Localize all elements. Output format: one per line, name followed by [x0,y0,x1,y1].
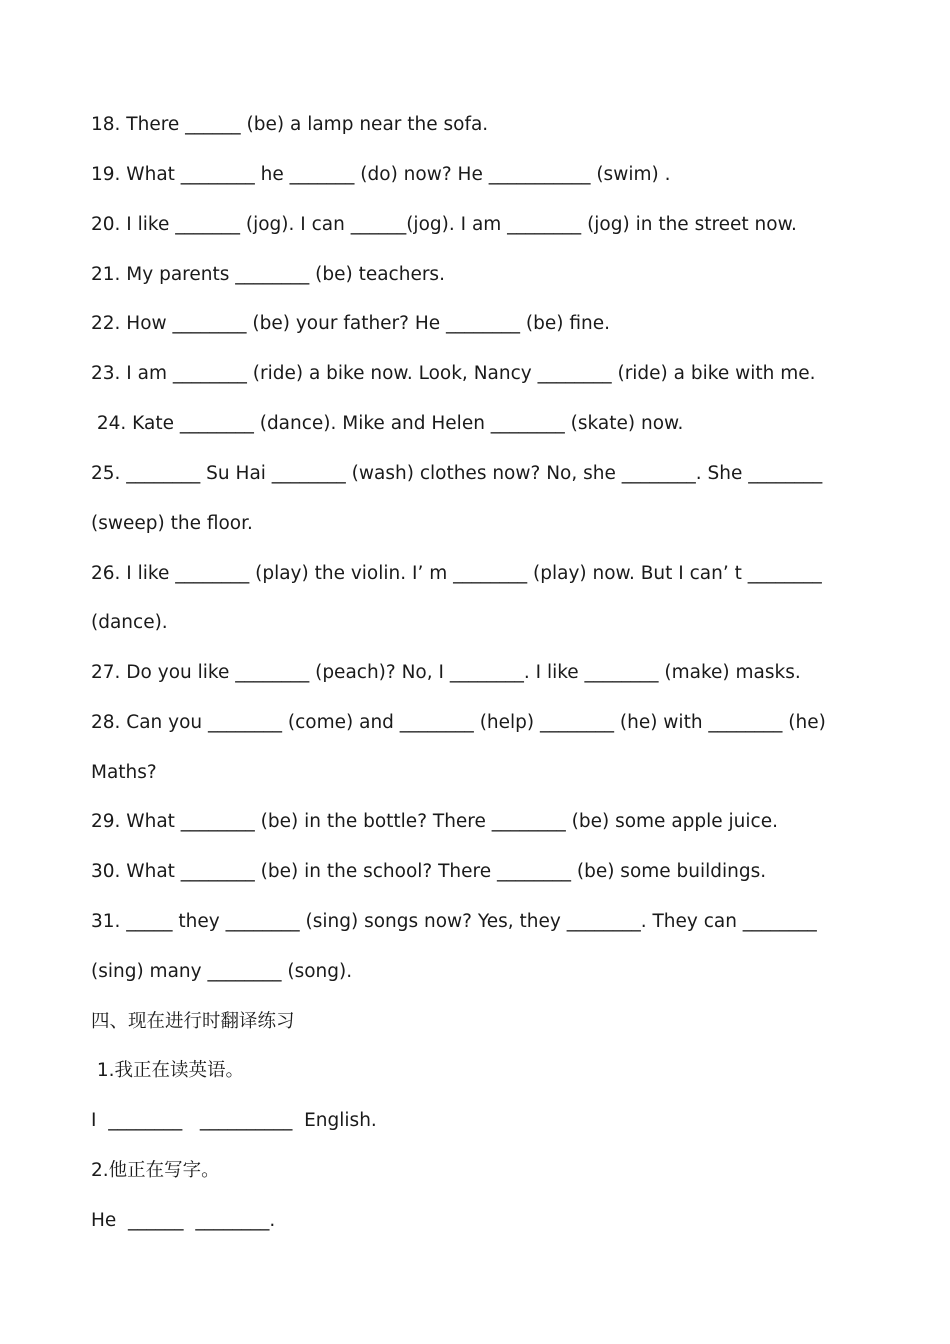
translation-1-prompt: 1.我正在读英语。 [91,1060,245,1081]
exercise-27: 27. Do you like ________ (peach)? No, I ________. I like ________ (make) masks. [91,662,801,683]
exercise-28: 28. Can you ________ (come) and ________ (help) ________ (he) with ________ (he) [91,712,826,733]
exercise-25-cont: (sweep) the floor. [91,513,253,534]
exercise-26: 26. I like ________ (play) the violin. I’ m ________ (play) now. But I can’ t ________ [91,563,822,584]
section-heading: 四、现在进行时翻译练习 [91,1011,295,1032]
exercise-30: 30. What ________ (be) in the school? There ________ (be) some buildings. [91,861,767,882]
exercise-23: 23. I am ________ (ride) a bike now. Look, Nancy ________ (ride) a bike with me. [91,363,816,384]
exercise-21: 21. My parents ________ (be) teachers. [91,264,445,285]
exercise-28-cont: Maths? [91,762,157,783]
exercise-26-cont: (dance). [91,612,168,633]
translation-1-answer: I ________ __________ English. [91,1110,377,1131]
translation-2-prompt: 2.他正在写字。 [91,1160,220,1181]
exercise-22: 22. How ________ (be) your father? He ________ (be) fine. [91,313,610,334]
exercise-24: 24. Kate ________ (dance). Mike and Helen ________ (skate) now. [91,413,684,434]
exercise-29: 29. What ________ (be) in the bottle? There ________ (be) some apple juice. [91,811,778,832]
exercise-20: 20. I like _______ (jog). I can ______(jog). I am ________ (jog) in the street now. [91,214,797,235]
exercise-18: 18. There ______ (be) a lamp near the sofa. [91,114,489,135]
exercise-31: 31. _____ they ________ (sing) songs now? Yes, they ________. They can ________ [91,911,817,932]
exercise-19: 19. What ________ he _______ (do) now? He ___________ (swim) . [91,164,671,185]
exercise-31-cont: (sing) many ________ (song). [91,961,353,982]
translation-2-answer: He ______ ________. [91,1210,276,1231]
exercise-25: 25. ________ Su Hai ________ (wash) clothes now? No, she ________. She ________ [91,463,823,484]
